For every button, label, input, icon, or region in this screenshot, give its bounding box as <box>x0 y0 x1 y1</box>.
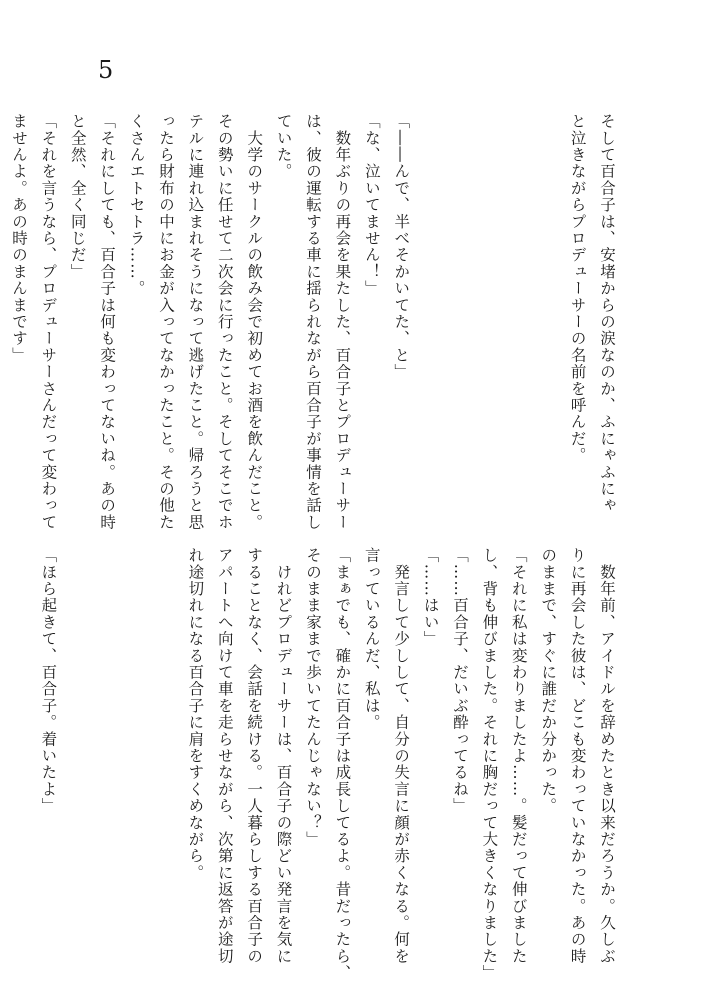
blank-line <box>445 113 474 513</box>
text-line: 「まぁでも、確かに百合子は成長してるよ。昔だったら、 <box>333 547 352 982</box>
text-line: は、彼の運転する車に揺られながら百合子が事情を話し <box>304 113 323 531</box>
text-line: りに再会した彼は、どこも変わっていなかった。あの時 <box>568 547 587 965</box>
text-line: のままで、すぐに誰だか分かった。 <box>539 547 558 815</box>
text-line: 言っているんだ、私は。 <box>362 547 381 731</box>
text-line: 「それに私は変わりましたよ……。髪だって伸びました <box>509 547 528 965</box>
text-line: 「それを言うなら、プロデューサーさんだって変わって <box>39 113 58 531</box>
text-line: ませんよ。あの時のまんまです」 <box>9 113 28 364</box>
text-line: アパートへ向けて車を走らせながら、次第に返答が途切 <box>215 547 234 965</box>
blank-line <box>92 547 121 947</box>
text-line: し、背も伸びました。それに胸だって大きくなりました」 <box>480 547 499 982</box>
text-line: 「それにしても、百合子は何も変わってないね。あの時 <box>98 113 117 531</box>
text-line: ていた。 <box>274 113 293 180</box>
text-line: と泣きながらプロデューサーの名前を呼んだ。 <box>568 113 587 464</box>
text-line: 「ほら起きて、百合子。着いたよ」 <box>39 547 58 815</box>
text-line: と全然、全く同じだ」 <box>68 113 87 280</box>
text-line: 発言して少しして、自分の失言に顔が赤くなる。何を <box>392 547 411 965</box>
blank-line <box>151 547 180 947</box>
page-number: 5 <box>98 56 114 84</box>
blank-line <box>121 547 150 947</box>
text-line: れ途切れになる百合子に肩をすくめながら。 <box>186 547 205 881</box>
text-line: 大学のサークルの飲み会で初めてお酒を飲んだこと。 <box>245 113 264 531</box>
text-line: そのまま家まで歩いてたんじゃない？」 <box>303 547 322 848</box>
text-line: けれどプロデューサーは、百合子の際どい発言を気に <box>274 547 293 965</box>
bottom-text-column <box>33 547 621 982</box>
text-line: ったら財布の中にお金が入ってなかったこと。その他た <box>156 113 175 531</box>
blank-line <box>415 113 444 513</box>
text-line: そして百合子は、安堵からの涙なのか、ふにゃふにゃ <box>598 113 616 514</box>
text-line: 「……はい」 <box>421 547 440 648</box>
text-line: することなく、会話を続ける。一人暮らしする百合子の <box>245 547 264 965</box>
text-line: 「――んで、半べそかいてた、と」 <box>392 113 411 381</box>
blank-line <box>533 113 562 513</box>
top-text-column <box>4 113 621 531</box>
blank-line <box>503 113 532 513</box>
text-line: テルに連れ込まれそうになって逃げたこと。帰ろうと思 <box>186 113 205 531</box>
blank-line <box>474 113 503 513</box>
blank-line <box>62 547 91 947</box>
text-line: その勢いに任せて二次会に行ったこと。そしてそこでホ <box>215 113 234 531</box>
text-line: 「……百合子、だいぶ酔ってるね」 <box>450 547 469 815</box>
text-line: 数年ぶりの再会を果たした、百合子とプロデューサー <box>333 113 352 531</box>
text-line: 数年前、アイドルを辞めたとき以来だろうか。久しぶ <box>598 547 616 965</box>
text-line: くさんエトセトラ……。 <box>127 113 146 297</box>
text-line: 「な、泣いてません！」 <box>362 113 381 297</box>
